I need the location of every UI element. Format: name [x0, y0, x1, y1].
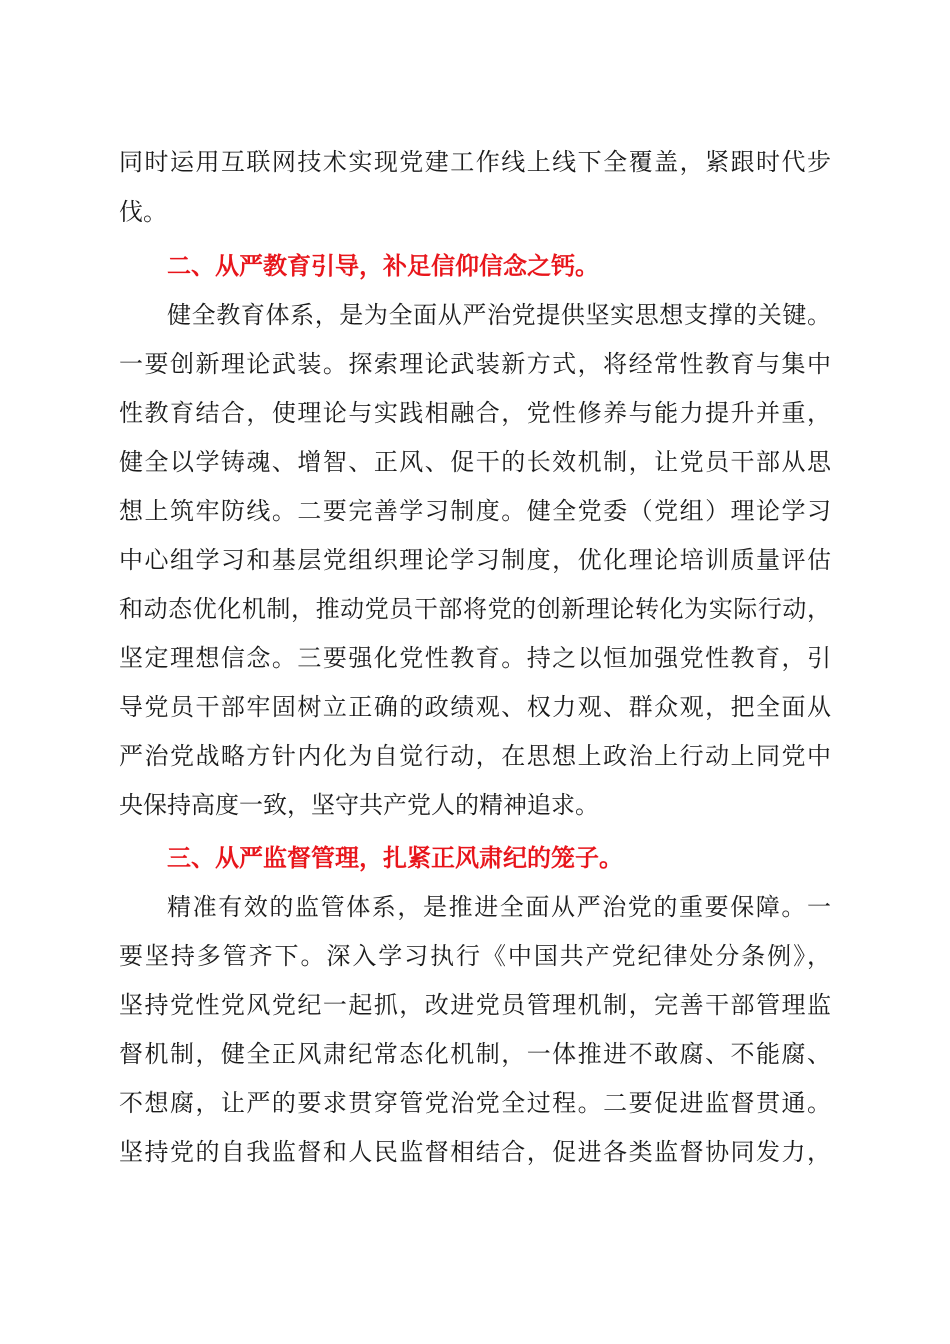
section-heading: 三、从严监督管理，扎紧正风肃纪的笼子。 — [167, 844, 623, 872]
paragraph-line: 央保持高度一致，坚守共产党人的精神追求。 — [119, 791, 599, 819]
paragraph-line: 不想腐，让严的要求贯穿管党治党全过程。二要促进监督贯通。 — [119, 1089, 831, 1117]
paragraph-line: 和动态优化机制，推动党员干部将党的创新理论转化为实际行动， — [119, 595, 831, 623]
paragraph-line: 严治党战略方针内化为自觉行动，在思想上政治上行动上同党中 — [119, 742, 831, 770]
paragraph-line: 精准有效的监管体系，是推进全面从严治党的重要保障。一 — [167, 893, 831, 921]
paragraph-line: 中心组学习和基层党组织理论学习制度，优化理论培训质量评估 — [119, 546, 831, 574]
paragraph-line: 同时运用互联网技术实现党建工作线上线下全覆盖，紧跟时代步 — [119, 148, 831, 176]
paragraph-line: 导党员干部牢固树立正确的政绩观、权力观、群众观，把全面从 — [119, 693, 831, 721]
paragraph-line: 督机制，健全正风肃纪常态化机制，一体推进不敢腐、不能腐、 — [119, 1040, 831, 1068]
paragraph-line: 坚持党性党风党纪一起抓，改进党员管理机制，完善干部管理监 — [119, 991, 831, 1019]
paragraph-line: 想上筑牢防线。二要完善学习制度。健全党委（党组）理论学习 — [119, 497, 831, 525]
paragraph-line: 要坚持多管齐下。深入学习执行《中国共产党纪律处分条例》， — [119, 942, 831, 970]
paragraph-line: 性教育结合，使理论与实践相融合，党性修养与能力提升并重， — [119, 399, 831, 427]
paragraph-line: 坚持党的自我监督和人民监督相结合，促进各类监督协同发力， — [119, 1138, 831, 1166]
paragraph-line: 伐。 — [119, 198, 167, 226]
paragraph-line: 健全以学铸魂、增智、正风、促干的长效机制，让党员干部从思 — [119, 448, 831, 476]
paragraph-line: 健全教育体系，是为全面从严治党提供坚实思想支撑的关键。 — [167, 301, 831, 329]
paragraph-line: 一要创新理论武装。探索理论武装新方式，将经常性教育与集中 — [119, 350, 831, 378]
paragraph-line: 坚定理想信念。三要强化党性教育。持之以恒加强党性教育，引 — [119, 644, 831, 672]
section-heading: 二、从严教育引导，补足信仰信念之钙。 — [167, 252, 599, 280]
